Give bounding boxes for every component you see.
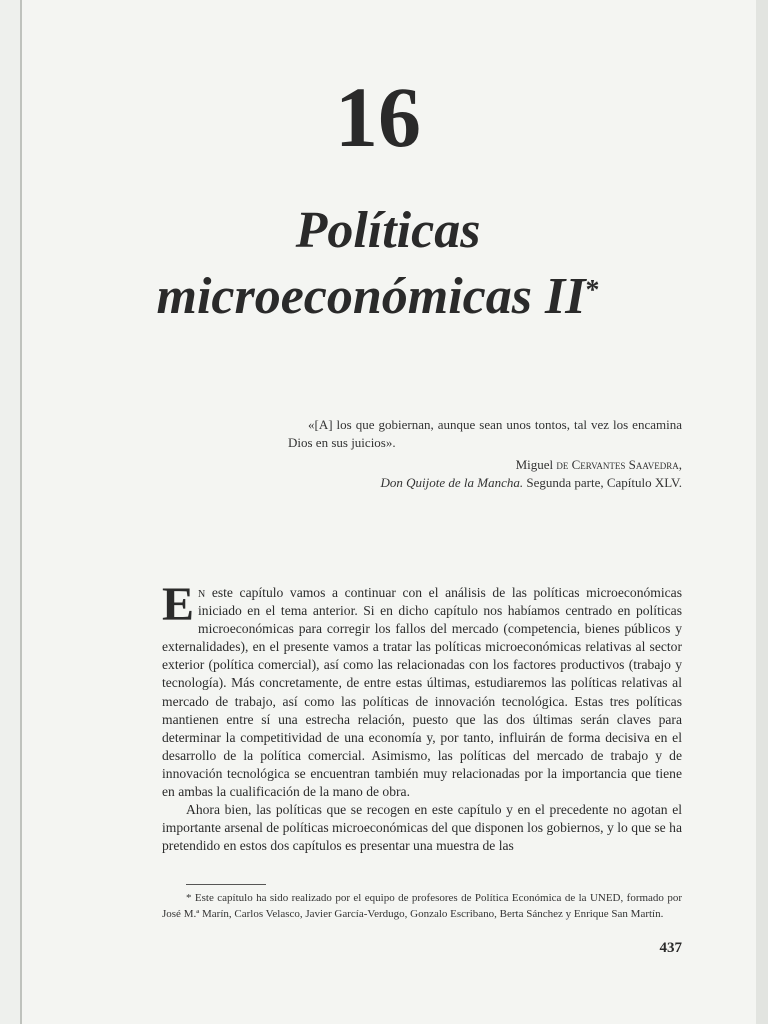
page-edge-shadow — [755, 0, 768, 1024]
book-page — [20, 0, 756, 1024]
epigraph-author-first: Miguel — [515, 457, 557, 472]
body-paragraph-1 — [162, 578, 682, 801]
footnote-text: * Este capítulo ha sido realizado por el equipo de profesores de Política Económica de la UNED, formado por José M.ª Marín, Carlos Velasco, Javier García-Verdugo, Gonzalo Escribano, Berta Sánchez y Enrique San Martín. — [162, 892, 682, 920]
epigraph-work-title: Don Quijote de la Mancha. — [380, 475, 524, 490]
footnote-marker: * — [585, 275, 600, 306]
epigraph-author — [288, 456, 682, 474]
lead-word: n — [198, 585, 206, 600]
footnote-divider — [186, 884, 266, 885]
drop-cap: E — [162, 578, 195, 631]
chapter-number: 16 — [335, 69, 421, 165]
body-paragraph-1-text: este capítulo vamos a continuar con el análisis de las políticas microeconómicas iniciado en el tema anterior. Si en dicho capítulo nos habíamos centrado en políticas microeconómicas para corregir los fallos del mercado (competencia, bienes públicos y externalidades), en el presente vamos a tratar las políticas microeconómicas relativas al sector exterior (política comercial), así como las relacionadas con los factores productivos (trabajo y tecnología). Más concretamente, de entre estas últimas, estudiaremos las políticas relativas al mercado de trabajo, así como las políticas de innovación tecnológica. Estas tres políticas mantienen entre sí una estrecha relación, puesto que las dos últimas serán claves para determinar la competitividad de una economía y, por tanto, influirán de forma decisiva en el desarrollo de la política comercial. Asimismo, las políticas del mercado de trabajo y de innovación tecnológica se encuentran también muy relacionadas por la importancia que tiene en ambas la cualificación de la mano de obra. — [162, 585, 682, 800]
epigraph-quote: «[A] los que gobiernan, aunque sean unos tontos, tal vez los encamina Dios en sus juicios». — [288, 417, 682, 450]
page-number: 437 — [659, 940, 682, 956]
chapter-body — [162, 578, 682, 855]
chapter-title-line-2 — [20, 264, 756, 330]
body-paragraph-2: Ahora bien, las políticas que se recogen en este capítulo y en el precedente no agotan el importante arsenal de políticas microeconómicas del que disponen los gobiernos, y lo que se ha pretendido en estos dos capítulos es presentar una muestra de las — [162, 802, 682, 854]
binding-fold — [20, 0, 22, 1024]
epigraph-work-location: Segunda parte, Capítulo XLV. — [523, 475, 682, 490]
footnote — [162, 890, 682, 922]
epigraph — [288, 416, 682, 492]
epigraph-work — [288, 474, 682, 492]
chapter-title-line-2-text: microeconómicas II — [156, 268, 586, 325]
epigraph-author-surname: de Cervantes Saavedra, — [556, 457, 682, 472]
chapter-title-line-1: Políticas — [295, 202, 481, 259]
chapter-title — [20, 198, 756, 330]
